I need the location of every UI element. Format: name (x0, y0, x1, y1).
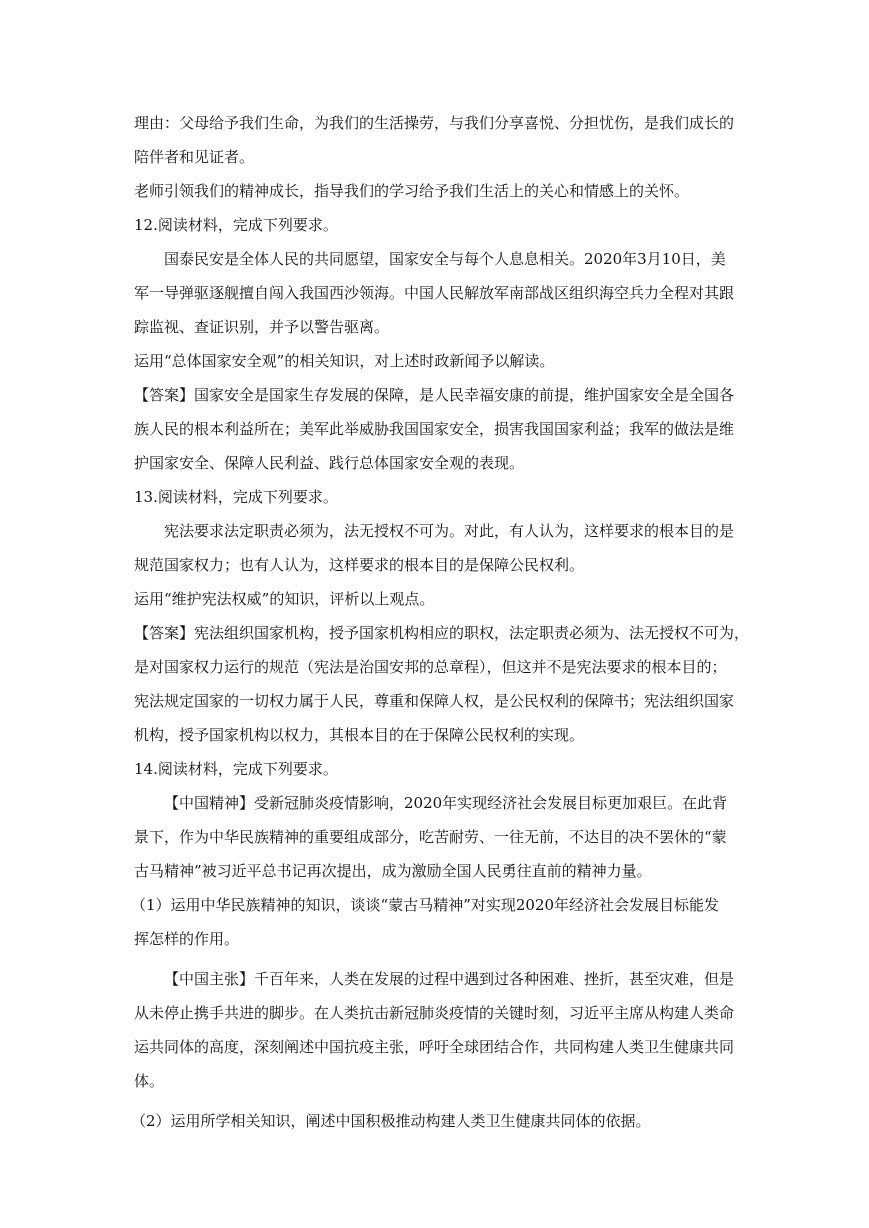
text-line: 运共同体的高度，深刻阐述中国抗疫主张，呼吁全球团结合作，共同构建人类卫生健康共同 (134, 1038, 735, 1056)
material-paragraph: 【中国主张】千百年来，人类在发展的过程中遇到过各种困难、挫折，甚至灾难，但是 (164, 970, 735, 988)
question-prompt: 运用“总体国家安全观”的相关知识，对上述时政新闻予以解读。 (134, 352, 555, 370)
answer-paragraph: 【答案】国家安全是国家生存发展的保障，是人民幸福安康的前提，维护国家安全是全国各 (134, 386, 735, 404)
text-line: 族人民的根本利益所在；美军此举威胁我国国家安全，损害我国国家利益；我军的做法是维 (134, 420, 735, 438)
answer-paragraph: 【答案】宪法组织国家机构，授予国家机构相应的职权，法定职责必须为、法无授权不可为， (134, 624, 750, 642)
text-line: 老师引领我们的精神成长，指导我们的学习给予我们生活上的关心和情感上的关怀。 (134, 182, 690, 200)
text-line: 体。 (134, 1072, 165, 1090)
sub-question-2: （2）运用所学相关知识，阐述中国积极推动构建人类卫生健康共同体的依据。 (131, 1112, 651, 1130)
question-heading-12: 12.阅读材料，完成下列要求。 (134, 216, 338, 234)
text-line: 从未停止携手共进的脚步。在人类抗击新冠肺炎疫情的关键时刻，习近平主席从构建人类命 (134, 1004, 735, 1022)
text-line: 是对国家权力运行的规范（宪法是治国安邦的总章程），但这并不是宪法要求的根本目的； (134, 658, 727, 676)
question-heading-14: 14.阅读材料，完成下列要求。 (134, 760, 338, 778)
question-heading-13: 13.阅读材料，完成下列要求。 (134, 488, 338, 506)
material-paragraph: 【中国精神】受新冠肺炎疫情影响，2020年实现经济社会发展目标更加艰巨。在此背 (164, 794, 728, 812)
text-line: 护国家安全、保障人民利益、践行总体国家安全观的表现。 (134, 454, 525, 472)
text-line: 军一导弹驱逐舰擅自闯入我国西沙领海。中国人民解放军南部战区组织海空兵力全程对其跟 (134, 284, 735, 302)
sub-question-1: （1）运用中华民族精神的知识，谈谈“蒙古马精神”对实现2020年经济社会发展目标能发 (131, 896, 720, 914)
text-line: 踪监视、查证识别，并予以警告驱离。 (134, 318, 390, 336)
document-body (131, 106, 754, 1138)
question-prompt: 运用“维护宪法权威”的知识，评析以上观点。 (134, 590, 435, 608)
text-line: 机构，授予国家机构以权力，其根本目的在于保障公民权利的实现。 (134, 726, 585, 744)
text-line: 理由：父母给予我们生命，为我们的生活操劳，与我们分享喜悦、分担忧伤，是我们成长的 (134, 114, 735, 132)
text-line: 规范国家权力；也有人认为，这样要求的根本目的是保障公民权利。 (134, 556, 585, 574)
text-line: 挥怎样的作用。 (134, 930, 240, 948)
text-line: 陪伴者和见证者。 (134, 148, 255, 166)
text-line: 宪法规定国家的一切权力属于人民，尊重和保障人权，是公民权利的保障书；宪法组织国家 (134, 692, 735, 710)
text-line: 古马精神”被习近平总书记再次提出，成为激励全国人民勇往直前的精神力量。 (134, 862, 652, 880)
material-paragraph: 宪法要求法定职责必须为，法无授权不可为。对此，有人认为，这样要求的根本目的是 (164, 522, 735, 540)
text-line: 景下，作为中华民族精神的重要组成部分，吃苦耐劳、一往无前，不达目的决不罢休的“蒙 (134, 828, 727, 846)
material-paragraph: 国泰民安是全体人民的共同愿望，国家安全与每个人息息相关。2020年3月10日，美 (164, 250, 726, 268)
